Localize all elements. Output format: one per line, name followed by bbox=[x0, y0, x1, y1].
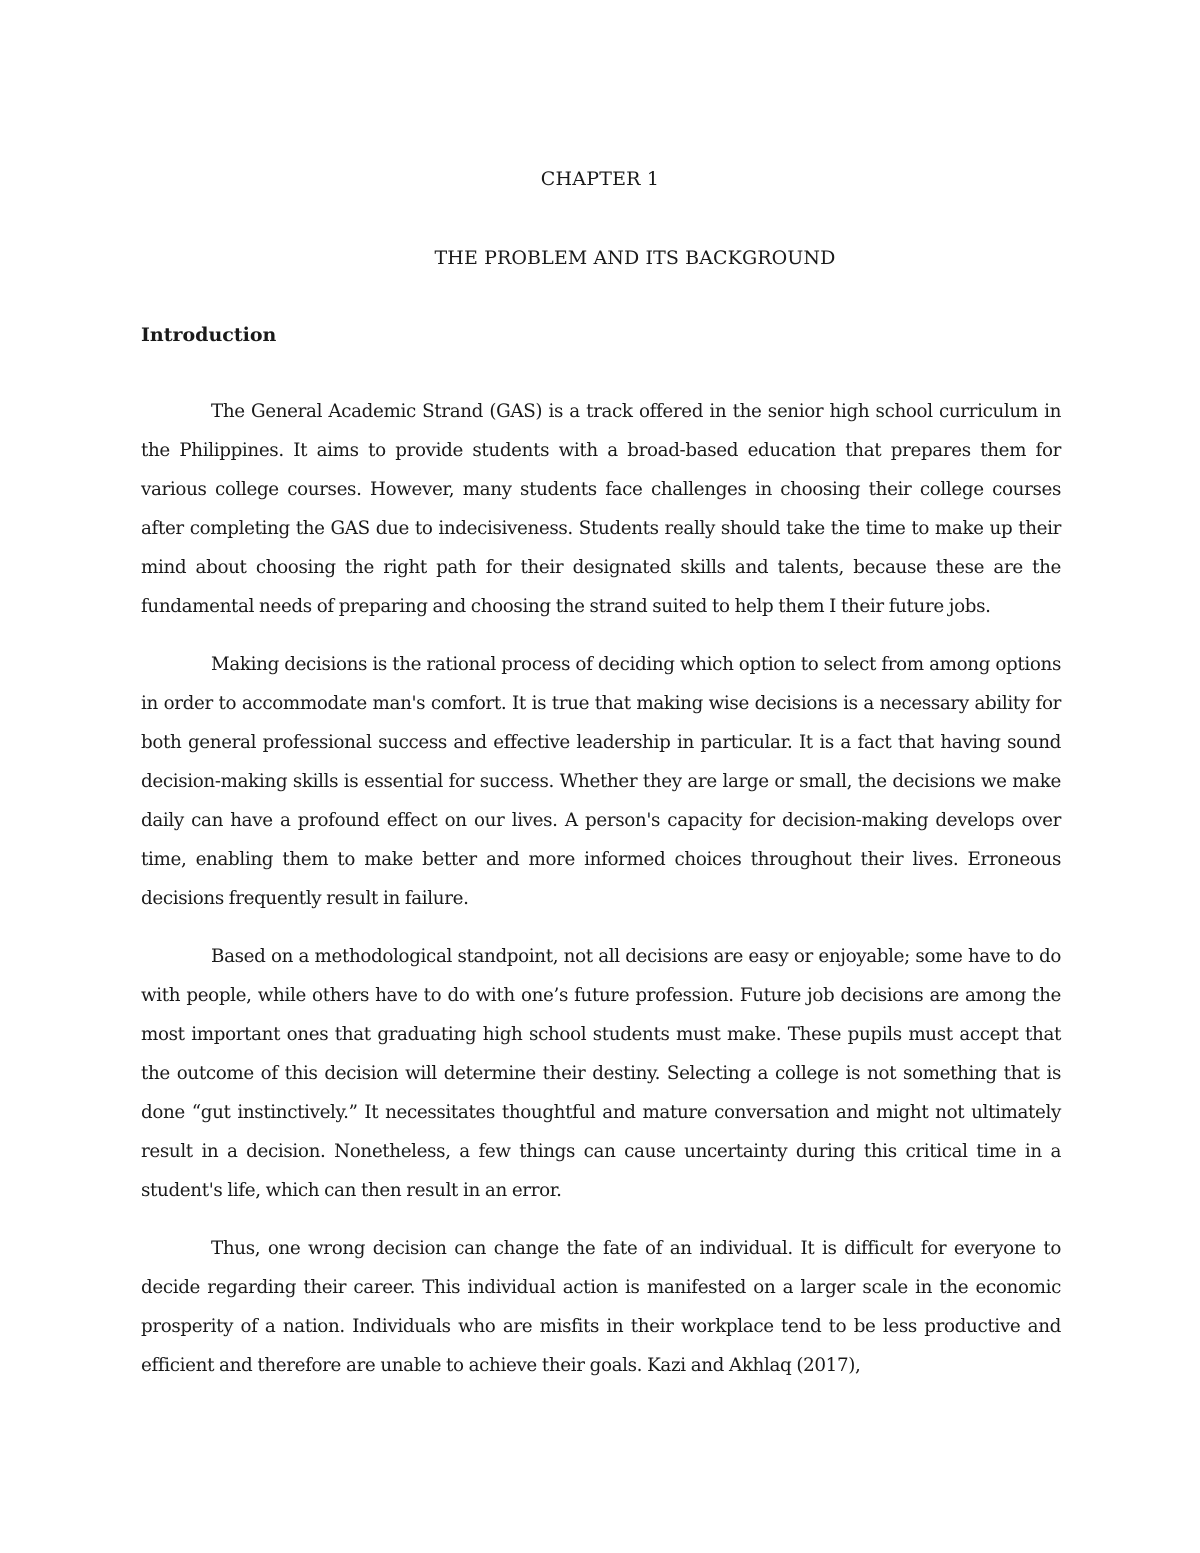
paragraph: Making decisions is the rational process of deciding which option to select from among options in order to accommodate man's comfort. It is true that making wise decisions is a necessary ability for both general professional success and effective leadership in particular. It is a fact that having sound decision-making skills is essential for success. Whether they are large or small, the decisions we make daily can have a profound effect on our lives. A person's capacity for decision-making develops over time, enabling them to make better and more informed choices throughout their lives. Erroneous decisions frequently result in failure. bbox=[141, 654, 1061, 909]
paragraph: Based on a methodological standpoint, not all decisions are easy or enjoyable; some have to do with people, while others have to do with one’s future profession. Future job decisions are among the most important ones that graduating high school students must make. These pupils must accept that the outcome of this decision will determine their destiny. Selecting a college is not something that is done “gut instinctively.” It necessitates thoughtful and mature conversation and might not ultimately result in a decision. Nonetheless, a few things can cause uncertainty during this critical time in a student's life, which can then result in an error. bbox=[141, 946, 1061, 1201]
chapter-label: CHAPTER 1 bbox=[540, 168, 660, 190]
chapter-title: THE PROBLEM AND ITS BACKGROUND bbox=[434, 247, 836, 269]
paragraph: Thus, one wrong decision can change the fate of an individual. It is difficult for everyone to decide regarding their career. This individual action is manifested on a larger scale in the economic prosperity of a nation. Individuals who are misfits in their workplace tend to be less productive and efficient and therefore are unable to achieve their goals. Kazi and Akhlaq (2017), bbox=[141, 1238, 1061, 1376]
body-text bbox=[141, 392, 1061, 1404]
paragraph: The General Academic Strand (GAS) is a track offered in the senior high school curriculum in the Philippines. It aims to provide students with a broad-based education that prepares them for various college courses. However, many students face challenges in choosing their college courses after completing the GAS due to indecisiveness. Students really should take the time to make up their mind about choosing the right path for their designated skills and talents, because these are the fundamental needs of preparing and choosing the strand suited to help them I their future jobs. bbox=[141, 401, 1061, 617]
section-heading: Introduction bbox=[141, 324, 277, 346]
